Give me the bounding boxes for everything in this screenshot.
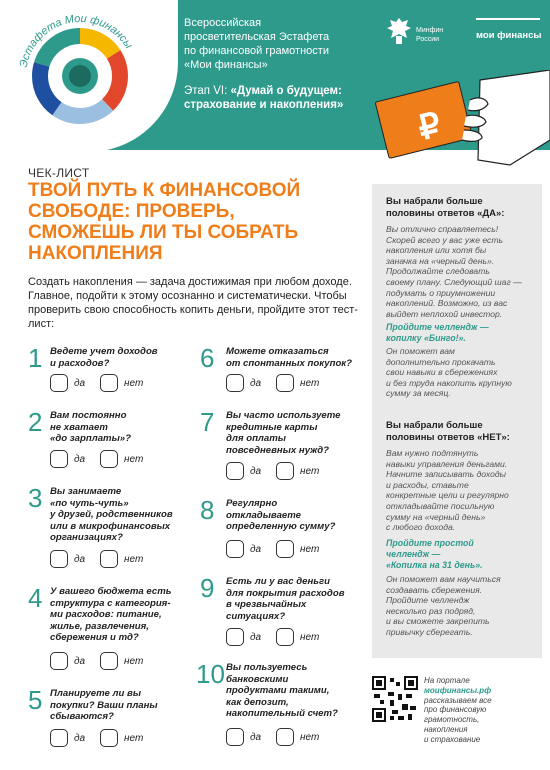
answer-yes-checkbox[interactable] xyxy=(226,374,244,392)
ruble-sign: ₽ xyxy=(414,105,445,148)
answer-yes-checkbox[interactable] xyxy=(226,728,244,746)
answer-yes-checkbox[interactable] xyxy=(50,729,68,747)
bingo-challenge-text: Он поможет вам дополнительно прокачать свои навыки в сбережениях и без труда накопить крупную сумму за месяц. xyxy=(386,346,512,399)
question-3: 3 Вы занимаете «по чуть-чуть» у друзей, родственников или в микрофинансовых организациях? да нет xyxy=(28,484,198,584)
portal-site-link[interactable]: моифинансы.рф xyxy=(424,685,492,695)
answer-yes-checkbox[interactable] xyxy=(50,550,68,568)
eagle-emblem-icon xyxy=(386,16,412,46)
question-6: 6 Можете отказаться от спонтанных покупок? да нет xyxy=(200,344,370,404)
answer-yes-checkbox[interactable] xyxy=(226,628,244,646)
qr-code-icon[interactable] xyxy=(372,676,418,722)
page-headline: ТВОЙ ПУТЬ К ФИНАНСОВОЙ СВОБОДЕ: ПРОВЕРЬ, СМОЖЕШЬ ЛИ ТЫ СОБРАТЬ НАКОПЛЕНИЯ xyxy=(28,180,301,264)
question-4: 4 У вашего бюджета есть структура с категория- ми расходов: питание, жилье, развлечения, сбережения и тд? да нет xyxy=(28,584,198,684)
answer-no-checkbox[interactable] xyxy=(100,374,118,392)
question-10: 10 Вы пользуетесь банковскими продуктами такими, как депозит, накопительный счет? да нет xyxy=(196,660,370,760)
minfin-logo: Минфин России xyxy=(386,16,466,52)
answer-yes-checkbox[interactable] xyxy=(50,374,68,392)
results-panel xyxy=(372,184,542,658)
checklist-label: ЧЕК-ЛИСТ xyxy=(28,166,90,180)
relay-logo-icon xyxy=(6,2,154,150)
answer-no-checkbox[interactable] xyxy=(276,462,294,480)
answer-no-checkbox[interactable] xyxy=(100,450,118,468)
no-result-text: Вам нужно подтянуть навыки управления деньгами. Начните записывать доходы и расходы, ставьте конкретные цели и регулярно откладывайте посильную сумму на «черный день» с любого дохода. xyxy=(386,448,509,533)
piggy-bank-challenge-link[interactable]: Пройдите простой челлендж — «Копилка на 31 день». xyxy=(386,538,483,570)
question-2: 2 Вам постоянно не хватает «до зарплаты»? да нет xyxy=(28,408,198,478)
intro-text: Создать накопления — задача достижимая при любом доходе. Главное, подойти к этому осознанно и систематически. Чтобы проверить свою способность копить деньги, пройдите этот тест-лист: xyxy=(28,276,358,330)
question-7: 7 Вы часто используете кредитные карты для оплаты повседневных нужд? да нет xyxy=(200,408,370,488)
answer-no-checkbox[interactable] xyxy=(276,374,294,392)
answer-yes-checkbox[interactable] xyxy=(226,462,244,480)
question-1: 1 Ведете учет доходов и расходов? да нет xyxy=(28,344,198,404)
stage-title: Этап VI: «Думай о будущем: страхование и накопления» xyxy=(184,85,344,111)
answer-yes-checkbox[interactable] xyxy=(50,652,68,670)
brand-logo: мои финансы xyxy=(476,18,546,48)
yes-result-title: Вы набрали больше половины ответов «ДА»: xyxy=(386,196,505,219)
logo-area xyxy=(0,0,178,152)
svg-text:Эстафета Мои финансы: Эстафета Мои финансы xyxy=(17,12,135,69)
answer-yes-checkbox[interactable] xyxy=(226,540,244,558)
answer-no-checkbox[interactable] xyxy=(276,628,294,646)
question-5: 5 Планируете ли вы покупки? Ваши планы сбываются? да нет xyxy=(28,686,198,756)
no-result-title: Вы набрали больше половины ответов «НЕТ»: xyxy=(386,420,510,443)
answer-yes-checkbox[interactable] xyxy=(50,450,68,468)
answer-no-checkbox[interactable] xyxy=(100,729,118,747)
question-9: 9 Есть ли у вас деньги для покрытия расходов в чрезвычайных ситуациях? да нет xyxy=(200,574,370,654)
answer-no-checkbox[interactable] xyxy=(276,728,294,746)
question-8: 8 Регулярно откладываете определенную сумму? да нет xyxy=(200,496,370,566)
portal-info: На портале моифинансы.рф рассказываем все про финансовую грамотность, накопления и страхование xyxy=(424,676,544,745)
yes-result-text: Вы отлично справляетесь! Скорей всего у вас уже есть накопления или хотя бы заначка на «черный день». Продолжайте следовать своему плану. Следующий шаг — подумать о приумножении накоплений. Возможно, из вас выйдет неплохой инвестор. xyxy=(386,224,522,319)
hand-with-banknote-illustration xyxy=(360,70,550,180)
piggy-bank-challenge-text: Он поможет вам научиться создавать сбережения. Пройдите челлендж несколько раз подряд, и вы сможете закрепить привычку сберегать. xyxy=(386,574,501,637)
header-title: Всероссийская просветительская Эстафета по финансовой грамотности «Мои финансы» xyxy=(184,17,330,71)
answer-no-checkbox[interactable] xyxy=(100,550,118,568)
bingo-challenge-link[interactable]: Пройдите челлендж — копилку «Бинго!». xyxy=(386,322,489,343)
answer-no-checkbox[interactable] xyxy=(276,540,294,558)
answer-no-checkbox[interactable] xyxy=(100,652,118,670)
